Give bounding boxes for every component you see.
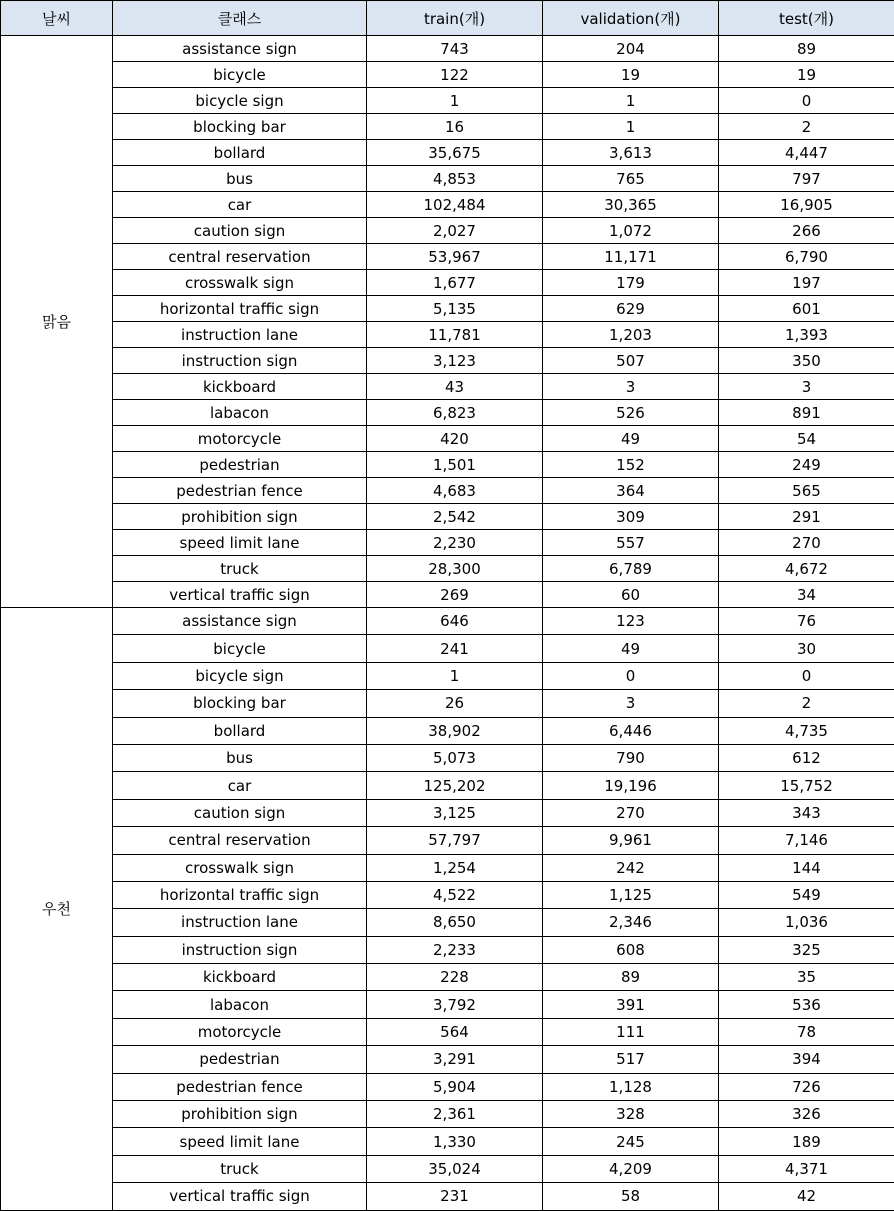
validation-count-cell: 49: [543, 635, 719, 662]
train-count-cell: 564: [367, 1018, 543, 1045]
validation-count-cell: 123: [543, 608, 719, 635]
test-count-cell: 4,447: [719, 140, 894, 166]
validation-count-cell: 242: [543, 854, 719, 881]
class-cell: truck: [113, 556, 367, 582]
train-count-cell: 11,781: [367, 322, 543, 348]
validation-count-cell: 1,125: [543, 881, 719, 908]
test-count-cell: 89: [719, 36, 894, 62]
class-cell: speed limit lane: [113, 530, 367, 556]
test-count-cell: 197: [719, 270, 894, 296]
class-cell: bicycle: [113, 635, 367, 662]
class-cell: horizontal traffic sign: [113, 296, 367, 322]
class-cell: caution sign: [113, 218, 367, 244]
table-row: [1, 504, 894, 530]
train-count-cell: 5,073: [367, 744, 543, 771]
class-cell: vertical traffic sign: [113, 1183, 367, 1210]
test-count-cell: 249: [719, 452, 894, 478]
train-count-cell: 2,027: [367, 218, 543, 244]
table-row: [1, 322, 894, 348]
table-row: [1, 717, 894, 744]
validation-count-cell: 58: [543, 1183, 719, 1210]
table-row: [1, 166, 894, 192]
class-cell: pedestrian fence: [113, 478, 367, 504]
train-count-cell: 646: [367, 608, 543, 635]
test-count-cell: 42: [719, 1183, 894, 1210]
table-row: [1, 296, 894, 322]
class-cell: instruction lane: [113, 322, 367, 348]
train-count-cell: 28,300: [367, 556, 543, 582]
class-cell: kickboard: [113, 374, 367, 400]
train-count-cell: 228: [367, 964, 543, 991]
table-row: [1, 635, 894, 662]
test-count-cell: 326: [719, 1101, 894, 1128]
train-count-cell: 38,902: [367, 717, 543, 744]
table-row: [1, 909, 894, 936]
class-cell: bicycle: [113, 62, 367, 88]
validation-count-cell: 9,961: [543, 827, 719, 854]
table-row: [1, 88, 894, 114]
class-cell: bollard: [113, 140, 367, 166]
class-cell: central reservation: [113, 244, 367, 270]
header-train: train(개): [367, 1, 543, 36]
validation-count-cell: 49: [543, 426, 719, 452]
validation-count-cell: 517: [543, 1046, 719, 1073]
table-row: [1, 854, 894, 881]
class-cell: kickboard: [113, 964, 367, 991]
test-count-cell: 2: [719, 114, 894, 140]
validation-count-cell: 1,203: [543, 322, 719, 348]
class-cell: instruction lane: [113, 909, 367, 936]
test-count-cell: 30: [719, 635, 894, 662]
class-cell: prohibition sign: [113, 504, 367, 530]
train-count-cell: 5,135: [367, 296, 543, 322]
train-count-cell: 1: [367, 88, 543, 114]
class-cell: bus: [113, 744, 367, 771]
test-count-cell: 565: [719, 478, 894, 504]
train-count-cell: 4,683: [367, 478, 543, 504]
train-count-cell: 231: [367, 1183, 543, 1210]
test-count-cell: 2: [719, 690, 894, 717]
table-row: [1, 270, 894, 296]
test-count-cell: 1,393: [719, 322, 894, 348]
train-count-cell: 43: [367, 374, 543, 400]
weather-cell: 우천: [1, 608, 113, 1211]
train-count-cell: 241: [367, 635, 543, 662]
table-row: [1, 36, 894, 62]
test-count-cell: 78: [719, 1018, 894, 1045]
test-count-cell: 35: [719, 964, 894, 991]
validation-count-cell: 270: [543, 799, 719, 826]
validation-count-cell: 608: [543, 936, 719, 963]
test-count-cell: 612: [719, 744, 894, 771]
class-cell: bollard: [113, 717, 367, 744]
validation-count-cell: 11,171: [543, 244, 719, 270]
train-count-cell: 35,024: [367, 1155, 543, 1182]
validation-count-cell: 1,128: [543, 1073, 719, 1100]
train-count-cell: 1,254: [367, 854, 543, 881]
train-count-cell: 3,792: [367, 991, 543, 1018]
validation-count-cell: 1: [543, 114, 719, 140]
table-row: [1, 881, 894, 908]
validation-count-cell: 19,196: [543, 772, 719, 799]
train-count-cell: 2,230: [367, 530, 543, 556]
validation-count-cell: 6,446: [543, 717, 719, 744]
table-row: [1, 744, 894, 771]
class-cell: car: [113, 772, 367, 799]
validation-count-cell: 245: [543, 1128, 719, 1155]
validation-count-cell: 19: [543, 62, 719, 88]
train-count-cell: 122: [367, 62, 543, 88]
validation-count-cell: 89: [543, 964, 719, 991]
validation-count-cell: 1,072: [543, 218, 719, 244]
train-count-cell: 125,202: [367, 772, 543, 799]
test-count-cell: 76: [719, 608, 894, 635]
test-count-cell: 189: [719, 1128, 894, 1155]
table-row: [1, 244, 894, 270]
class-cell: central reservation: [113, 827, 367, 854]
class-cell: horizontal traffic sign: [113, 881, 367, 908]
table-row: [1, 530, 894, 556]
table-row: [1, 827, 894, 854]
table-row: [1, 478, 894, 504]
test-count-cell: 891: [719, 400, 894, 426]
table-row: [1, 964, 894, 991]
test-count-cell: 34: [719, 582, 894, 608]
table-row: [1, 1046, 894, 1073]
table-row: [1, 556, 894, 582]
table-row: [1, 582, 894, 608]
table-row: [1, 426, 894, 452]
train-count-cell: 1,677: [367, 270, 543, 296]
test-count-cell: 7,146: [719, 827, 894, 854]
table-row: [1, 348, 894, 374]
train-count-cell: 26: [367, 690, 543, 717]
class-cell: crosswalk sign: [113, 854, 367, 881]
validation-count-cell: 765: [543, 166, 719, 192]
validation-count-cell: 204: [543, 36, 719, 62]
weather-cell: 맑음: [1, 36, 113, 608]
test-count-cell: 144: [719, 854, 894, 881]
train-count-cell: 2,233: [367, 936, 543, 963]
train-count-cell: 6,823: [367, 400, 543, 426]
table-row: [1, 799, 894, 826]
train-count-cell: 102,484: [367, 192, 543, 218]
table-row: [1, 1101, 894, 1128]
test-count-cell: 4,672: [719, 556, 894, 582]
test-count-cell: 270: [719, 530, 894, 556]
class-cell: pedestrian fence: [113, 1073, 367, 1100]
table-row: [1, 218, 894, 244]
validation-count-cell: 1: [543, 88, 719, 114]
validation-count-cell: 790: [543, 744, 719, 771]
table-row: [1, 772, 894, 799]
header-class: 클래스: [113, 1, 367, 36]
test-count-cell: 0: [719, 662, 894, 689]
train-count-cell: 420: [367, 426, 543, 452]
header-row: [1, 1, 894, 36]
header-weather: 날씨: [1, 1, 113, 36]
train-count-cell: 3,123: [367, 348, 543, 374]
train-count-cell: 53,967: [367, 244, 543, 270]
test-count-cell: 291: [719, 504, 894, 530]
validation-count-cell: 557: [543, 530, 719, 556]
train-count-cell: 4,522: [367, 881, 543, 908]
test-count-cell: 3: [719, 374, 894, 400]
class-cell: speed limit lane: [113, 1128, 367, 1155]
train-count-cell: 2,361: [367, 1101, 543, 1128]
train-count-cell: 8,650: [367, 909, 543, 936]
validation-count-cell: 111: [543, 1018, 719, 1045]
validation-count-cell: 60: [543, 582, 719, 608]
validation-count-cell: 364: [543, 478, 719, 504]
table-row: [1, 192, 894, 218]
class-cell: bicycle sign: [113, 88, 367, 114]
table-row: [1, 1073, 894, 1100]
class-cell: caution sign: [113, 799, 367, 826]
class-cell: assistance sign: [113, 36, 367, 62]
table-row: [1, 62, 894, 88]
validation-count-cell: 179: [543, 270, 719, 296]
train-count-cell: 57,797: [367, 827, 543, 854]
test-count-cell: 797: [719, 166, 894, 192]
class-cell: pedestrian: [113, 1046, 367, 1073]
class-cell: bicycle sign: [113, 662, 367, 689]
test-count-cell: 350: [719, 348, 894, 374]
table-row: [1, 1018, 894, 1045]
table-row: [1, 690, 894, 717]
validation-count-cell: 3: [543, 374, 719, 400]
train-count-cell: 35,675: [367, 140, 543, 166]
validation-count-cell: 4,209: [543, 1155, 719, 1182]
table-row: [1, 1183, 894, 1210]
train-count-cell: 2,542: [367, 504, 543, 530]
test-count-cell: 325: [719, 936, 894, 963]
class-cell: assistance sign: [113, 608, 367, 635]
validation-count-cell: 309: [543, 504, 719, 530]
class-cell: blocking bar: [113, 114, 367, 140]
train-count-cell: 3,125: [367, 799, 543, 826]
table-row: [1, 1155, 894, 1182]
test-count-cell: 536: [719, 991, 894, 1018]
class-cell: motorcycle: [113, 426, 367, 452]
test-count-cell: 1,036: [719, 909, 894, 936]
test-count-cell: 343: [719, 799, 894, 826]
test-count-cell: 266: [719, 218, 894, 244]
class-cell: car: [113, 192, 367, 218]
validation-count-cell: 3: [543, 690, 719, 717]
class-cell: labacon: [113, 991, 367, 1018]
class-cell: pedestrian: [113, 452, 367, 478]
class-cell: prohibition sign: [113, 1101, 367, 1128]
table-row: [1, 452, 894, 478]
test-count-cell: 4,735: [719, 717, 894, 744]
train-count-cell: 16: [367, 114, 543, 140]
class-cell: labacon: [113, 400, 367, 426]
test-count-cell: 0: [719, 88, 894, 114]
validation-count-cell: 6,789: [543, 556, 719, 582]
table-row: [1, 662, 894, 689]
test-count-cell: 394: [719, 1046, 894, 1073]
train-count-cell: 4,853: [367, 166, 543, 192]
table-row: [1, 608, 894, 635]
header-validation: validation(개): [543, 1, 719, 36]
test-count-cell: 549: [719, 881, 894, 908]
test-count-cell: 726: [719, 1073, 894, 1100]
validation-count-cell: 2,346: [543, 909, 719, 936]
validation-count-cell: 152: [543, 452, 719, 478]
test-count-cell: 16,905: [719, 192, 894, 218]
class-cell: blocking bar: [113, 690, 367, 717]
class-cell: instruction sign: [113, 348, 367, 374]
table-row: [1, 374, 894, 400]
class-cell: motorcycle: [113, 1018, 367, 1045]
train-count-cell: 269: [367, 582, 543, 608]
class-cell: instruction sign: [113, 936, 367, 963]
test-count-cell: 6,790: [719, 244, 894, 270]
validation-count-cell: 507: [543, 348, 719, 374]
table-row: [1, 936, 894, 963]
train-count-cell: 743: [367, 36, 543, 62]
validation-count-cell: 391: [543, 991, 719, 1018]
table-row: [1, 114, 894, 140]
train-count-cell: 1,330: [367, 1128, 543, 1155]
test-count-cell: 15,752: [719, 772, 894, 799]
train-count-cell: 1: [367, 662, 543, 689]
table-row: [1, 400, 894, 426]
class-cell: vertical traffic sign: [113, 582, 367, 608]
validation-count-cell: 0: [543, 662, 719, 689]
test-count-cell: 601: [719, 296, 894, 322]
validation-count-cell: 629: [543, 296, 719, 322]
test-count-cell: 19: [719, 62, 894, 88]
class-cell: crosswalk sign: [113, 270, 367, 296]
class-cell: bus: [113, 166, 367, 192]
table-row: [1, 1128, 894, 1155]
train-count-cell: 1,501: [367, 452, 543, 478]
validation-count-cell: 526: [543, 400, 719, 426]
test-count-cell: 54: [719, 426, 894, 452]
train-count-cell: 5,904: [367, 1073, 543, 1100]
validation-count-cell: 30,365: [543, 192, 719, 218]
table-row: [1, 140, 894, 166]
validation-count-cell: 328: [543, 1101, 719, 1128]
class-cell: truck: [113, 1155, 367, 1182]
header-test: test(개): [719, 1, 894, 36]
table-row: [1, 991, 894, 1018]
test-count-cell: 4,371: [719, 1155, 894, 1182]
validation-count-cell: 3,613: [543, 140, 719, 166]
table-body: [1, 36, 894, 1211]
train-count-cell: 3,291: [367, 1046, 543, 1073]
